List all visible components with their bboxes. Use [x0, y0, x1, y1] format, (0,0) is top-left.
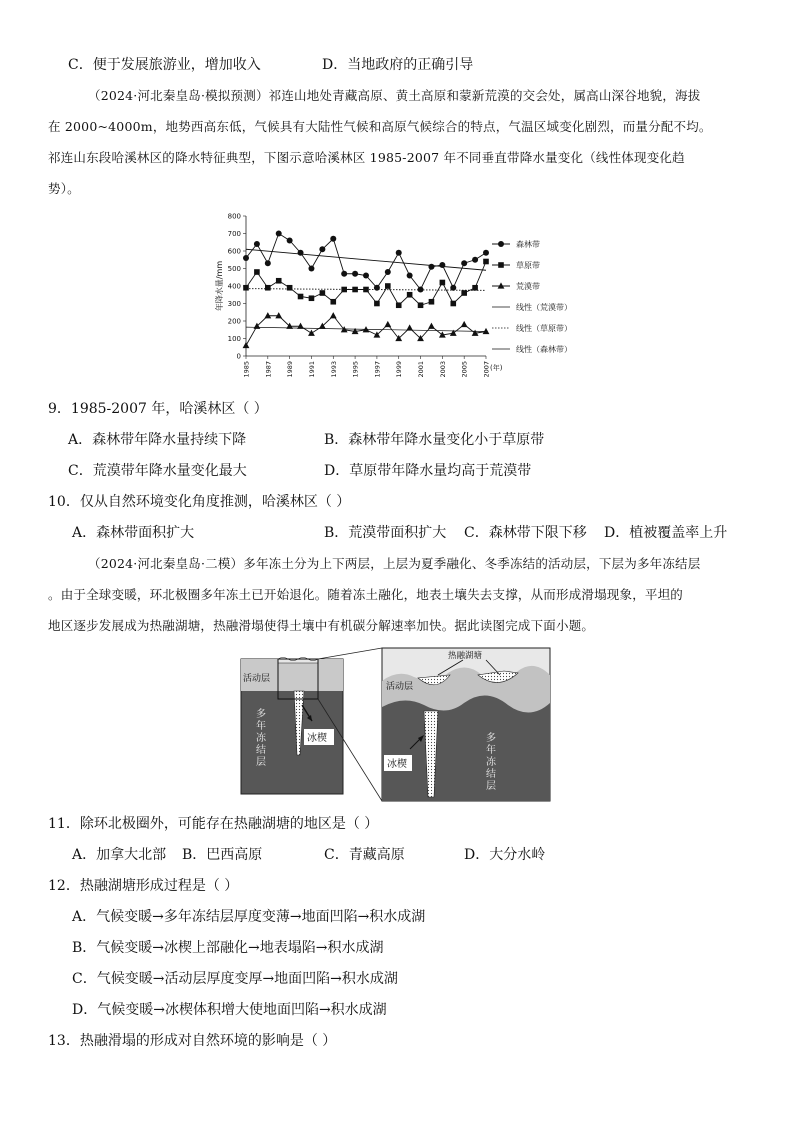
- left-permafrost-char-5: 层: [256, 757, 266, 768]
- y-tick-label: 700: [227, 230, 241, 238]
- right-ice-wedge-label: 冰楔: [387, 759, 407, 770]
- left-permafrost-char-2: 年: [256, 721, 266, 732]
- data-point-forest: [319, 246, 325, 252]
- y-tick-label: 0: [236, 352, 241, 361]
- data-point-grassland: [363, 287, 369, 293]
- data-point-desert: [264, 312, 271, 318]
- data-point-grassland: [330, 299, 336, 305]
- data-point-forest: [439, 262, 445, 268]
- y-axis-label: 年降水量/mm: [215, 260, 224, 312]
- data-point-forest: [352, 271, 358, 277]
- legend-marker-circle: [498, 241, 504, 247]
- data-point-grassland: [396, 302, 402, 308]
- q12-option-d: D．气候变暖→冰楔体积增大使地面凹陷→积水成湖: [72, 1002, 387, 1018]
- right-active-layer-label: 活动层: [386, 682, 414, 692]
- data-point-forest: [374, 285, 380, 291]
- right-permafrost-char-3: 冻: [486, 757, 496, 768]
- y-tick-label: 600: [227, 247, 241, 256]
- data-point-grassland: [429, 299, 435, 305]
- data-point-grassland: [352, 287, 358, 293]
- intro2-line1: （2024·河北秦皇岛·二模）多年冻土分为上下两层，上层为夏季融化、冬季冻结的活动层，下层为多年冻结层: [88, 556, 701, 571]
- data-point-desert: [243, 342, 250, 348]
- data-point-desert: [428, 323, 435, 329]
- x-tick-label: 1995: [351, 361, 360, 378]
- data-point-grassland: [483, 259, 489, 265]
- y-tick-label: 100: [227, 335, 241, 343]
- series-line: [246, 262, 486, 306]
- data-point-desert: [308, 330, 315, 336]
- data-point-forest: [330, 236, 336, 242]
- right-permafrost-char-1: 多: [486, 733, 496, 744]
- q8-option-d: D．当地政府的正确引导: [322, 57, 474, 73]
- legend-trend-label: 线性（森林带）: [516, 345, 572, 354]
- legend-label: 森林带: [516, 240, 540, 249]
- y-tick-label: 200: [227, 317, 241, 326]
- data-point-desert: [406, 324, 413, 330]
- q11-option-a: A．加拿大北部: [72, 847, 167, 863]
- data-point-grassland: [374, 301, 380, 307]
- left-active-layer-label: 活动层: [243, 674, 271, 684]
- intro1-line3: 祁连山东段哈溪林区的降水特征典型，下图示意哈溪林区 1985-2007 年不同垂直带降水量变化（线性体现变化趋: [48, 150, 685, 165]
- y-tick-label: 400: [227, 282, 241, 291]
- right-permafrost-char-5: 层: [486, 781, 496, 792]
- data-point-grassland: [309, 295, 315, 301]
- data-point-grassland: [287, 285, 293, 291]
- legend-trend-label: 线性（荒漠带）: [516, 303, 572, 312]
- x-tick-label: 2003: [438, 361, 447, 378]
- q10-option-c: C．森林带下限下移: [464, 525, 587, 541]
- data-point-forest: [287, 238, 293, 244]
- data-point-forest: [385, 269, 391, 275]
- q9-stem: 9．1985-2007 年，哈溪林区（ ）: [48, 401, 268, 417]
- q9-option-a: A．森林带年降水量持续下降: [68, 432, 247, 448]
- data-point-grassland: [265, 285, 271, 291]
- q9-option-b: B．森林带年降水量变化小于草原带: [324, 432, 545, 448]
- legend-label: 草原带: [516, 261, 540, 270]
- data-point-forest: [243, 255, 249, 261]
- x-tick-label: 1985: [242, 361, 251, 378]
- data-point-grassland: [472, 285, 478, 291]
- data-point-forest: [428, 264, 434, 270]
- data-point-forest: [396, 250, 402, 256]
- x-tick-label: 1991: [307, 361, 316, 378]
- q9-option-c: C．荒漠带年降水量变化最大: [68, 463, 247, 479]
- data-point-grassland: [450, 301, 456, 307]
- intro1-line1: （2024·河北秦皇岛·模拟预测）祁连山地处青藏高原、黄土高原和蒙新荒漠的交会处，属高山深谷地貌，海拔: [88, 88, 701, 103]
- right-thaw-lake-label: 热融湖塘: [448, 651, 483, 661]
- right-permafrost-char-2: 年: [486, 745, 496, 756]
- y-tick-label: 300: [227, 300, 241, 308]
- data-point-grassland: [298, 294, 304, 300]
- q13-stem: 13．热融滑塌的形成对自然环境的影响是（ ）: [48, 1033, 337, 1049]
- intro1-line2: 在 2000~4000m，地势西高东低，气候具有大陆性气候和高原气候综合的特点，气温区域变化剧烈，而量分配不均。: [48, 119, 712, 134]
- legend-marker-square: [498, 262, 504, 268]
- q10-option-d: D．植被覆盖率上升: [604, 525, 728, 541]
- x-tick-label: 1997: [373, 361, 382, 378]
- legend-label: 荒漠带: [516, 282, 540, 291]
- q9-option-d: D．草原带年降水量均高于荒漠带: [324, 463, 532, 479]
- data-point-grassland: [243, 285, 249, 291]
- q10-stem: 10．仅从自然环境变化角度推测，哈溪林区（ ）: [48, 494, 351, 510]
- x-tick-label: 2005: [460, 361, 469, 378]
- x-tick-label: 1993: [329, 361, 338, 378]
- q12-option-a: A．气候变暖→多年冻结层厚度变薄→地面凹陷→积水成湖: [72, 909, 426, 925]
- intro2-line3: 地区逐步发展成为热融湖塘，热融滑塌使得土壤中有机碳分解速率加快。据此读图完成下面小题。: [48, 618, 595, 633]
- left-permafrost-char-1: 多: [256, 709, 266, 720]
- y-tick-label: 500: [227, 265, 241, 273]
- data-point-forest: [341, 271, 347, 277]
- q12-stem: 12．热融湖塘形成过程是（ ）: [48, 878, 239, 894]
- legend-trend-label: 线性（草原带）: [516, 324, 572, 333]
- q11-option-b: B．巴西高原: [182, 847, 263, 863]
- q12-option-b: B．气候变暖→冰楔上部融化→地表塌陷→积水成湖: [72, 940, 384, 956]
- data-point-grassland: [407, 292, 413, 298]
- x-tick-label: 1989: [286, 361, 295, 378]
- q11-option-d: D．大分水岭: [464, 847, 546, 863]
- data-point-forest: [363, 273, 369, 279]
- data-point-grassland: [461, 290, 467, 296]
- data-point-forest: [407, 273, 413, 279]
- q8-option-c: C．便于发展旅游业，增加收入: [68, 57, 261, 73]
- data-point-grassland: [276, 278, 282, 284]
- left-ice-wedge-label: 冰楔: [307, 733, 327, 744]
- data-point-grassland: [341, 287, 347, 293]
- q12-option-c: C．气候变暖→活动层厚度变厚→地面凹陷→积水成湖: [72, 971, 398, 987]
- data-point-grassland: [418, 302, 424, 308]
- q10-option-b: B．荒漠带面积扩大: [324, 525, 447, 541]
- data-point-grassland: [440, 280, 446, 286]
- data-point-grassland: [254, 269, 260, 275]
- data-point-forest: [483, 250, 489, 256]
- left-permafrost-char-3: 冻: [256, 733, 266, 744]
- q11-option-c: C．青藏高原: [324, 847, 405, 863]
- data-point-desert: [384, 321, 391, 327]
- data-point-forest: [254, 241, 260, 247]
- x-unit-label: (年): [490, 364, 503, 372]
- right-panel: [382, 648, 550, 801]
- data-point-desert: [275, 312, 282, 318]
- data-point-forest: [308, 266, 314, 272]
- left-permafrost-char-4: 结: [256, 745, 266, 756]
- legend-marker-triangle: [498, 282, 505, 288]
- right-permafrost-char-4: 结: [486, 769, 496, 780]
- data-point-forest: [472, 257, 478, 263]
- data-point-forest: [265, 260, 271, 266]
- data-point-forest: [298, 250, 304, 256]
- x-tick-label: 1999: [395, 361, 404, 378]
- data-point-grassland: [385, 283, 391, 289]
- series-line: [246, 234, 486, 290]
- data-point-forest: [276, 231, 282, 237]
- x-tick-label: 2001: [417, 361, 426, 378]
- data-point-forest: [450, 285, 456, 291]
- precipitation-chart: [212, 208, 612, 383]
- x-tick-label: 2007: [482, 361, 491, 378]
- trend-line: [246, 249, 486, 270]
- q11-stem: 11．除环北极圈外，可能存在热融湖塘的地区是（ ）: [48, 816, 379, 832]
- data-point-desert: [461, 321, 468, 327]
- intro2-line2: 。由于全球变暖，环北极圈多年冻土已开始退化。随着冻土融化，地表土壤失去支撑，从而形成滑塌现象，平坦的: [48, 587, 684, 602]
- intro1-line4: 势）。: [48, 181, 80, 196]
- data-point-desert: [483, 328, 490, 334]
- data-point-grassland: [320, 290, 326, 296]
- permafrost-diagram: [238, 645, 554, 805]
- data-point-forest: [418, 287, 424, 293]
- data-point-desert: [297, 323, 304, 329]
- x-tick-label: 1987: [264, 361, 273, 378]
- q10-option-a: A．森林带面积扩大: [72, 525, 195, 541]
- y-tick-label: 800: [227, 212, 241, 221]
- data-point-desert: [330, 312, 337, 318]
- data-point-forest: [461, 260, 467, 266]
